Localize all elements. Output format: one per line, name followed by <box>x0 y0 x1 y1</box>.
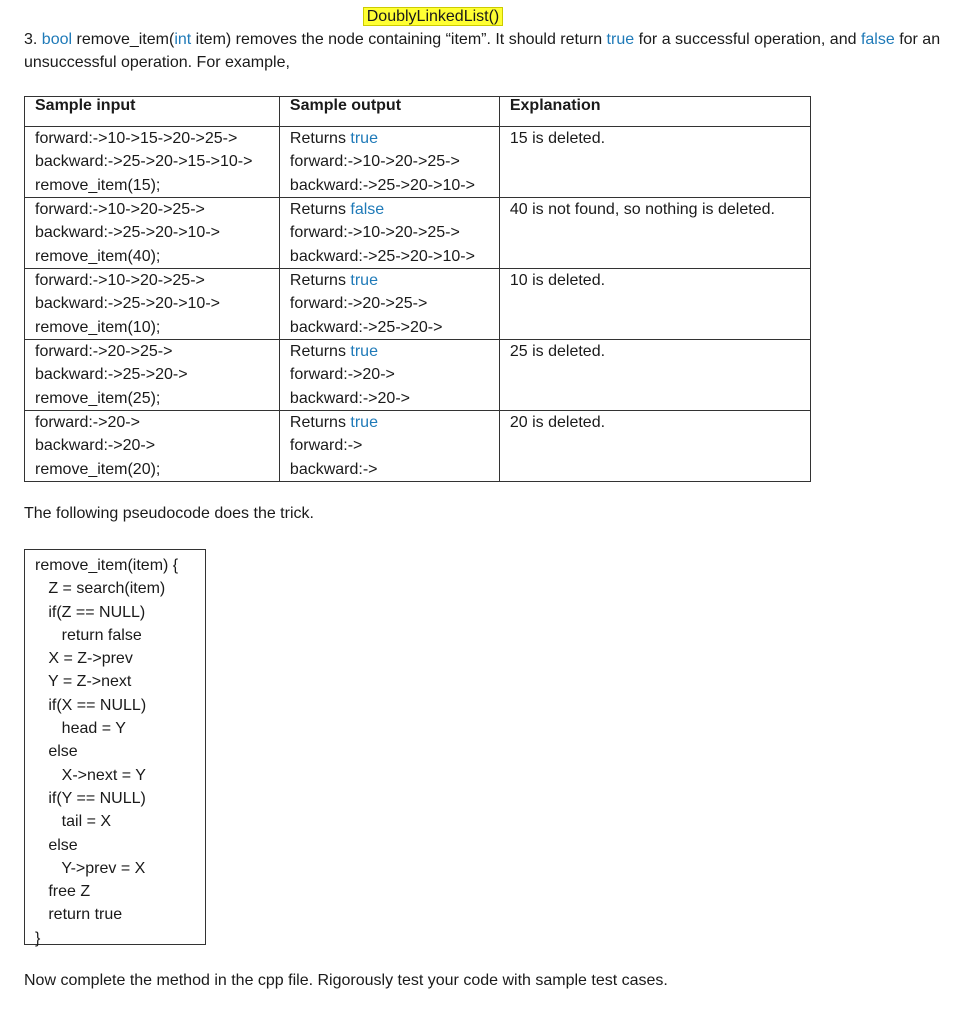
function-name: remove_item( <box>76 31 175 48</box>
intro-text-2: for a successful operation, and <box>638 31 857 48</box>
output-line: forward:->20-> <box>289 366 395 384</box>
sample-output-cell <box>279 127 499 198</box>
output-line: backward:->25->20->10-> <box>289 176 475 194</box>
output-line: forward:-> <box>289 437 363 455</box>
title-container <box>0 8 866 26</box>
section-title: DoublyLinkedList() <box>363 7 504 26</box>
item-number: 3. <box>24 31 38 48</box>
sample-output-cell <box>279 340 499 411</box>
explanation-cell: 20 is deleted. <box>499 411 810 482</box>
code-line: Y = Z->next <box>35 673 132 691</box>
output-line: backward:-> <box>289 460 378 478</box>
input-line: forward:->10->20->25-> <box>35 201 205 218</box>
input-line: backward:->20-> <box>35 437 156 455</box>
code-line: else <box>35 743 78 761</box>
sample-output-cell <box>279 198 499 269</box>
table-row <box>25 340 811 411</box>
returns-label: Returns <box>289 130 346 147</box>
explanation-cell: 10 is deleted. <box>499 269 810 340</box>
keyword-bool: bool <box>41 31 73 48</box>
returns-line <box>290 340 489 363</box>
closing-instruction: Now complete the method in the cpp file. Rigorously test your code with sample test cases. <box>24 972 668 989</box>
code-line: head = Y <box>35 720 126 738</box>
output-line: backward:->25->20-> <box>289 318 443 336</box>
sample-input-cell <box>25 127 280 198</box>
input-line: backward:->25->20->10-> <box>35 224 220 242</box>
code-line: Y->prev = X <box>35 859 146 877</box>
input-line: remove_item(25); <box>35 389 161 407</box>
header-sample-input: Sample input <box>25 97 280 127</box>
code-line: tail = X <box>35 813 112 831</box>
intro-text-1: item) removes the node containing “item”. It should return <box>195 31 603 48</box>
return-value: true <box>350 414 378 431</box>
keyword-int: int <box>174 31 192 48</box>
header-explanation: Explanation <box>499 97 810 127</box>
table-body <box>25 127 811 482</box>
pseudocode-intro: The following pseudocode does the trick. <box>24 505 314 522</box>
returns-label: Returns <box>289 272 346 289</box>
sample-input-cell <box>25 198 280 269</box>
input-line: remove_item(40); <box>35 247 161 265</box>
code-line: return true <box>35 906 123 924</box>
code-line: Z = search(item) <box>35 580 166 598</box>
table-row <box>25 411 811 482</box>
explanation-cell: 40 is not found, so nothing is deleted. <box>499 198 810 269</box>
output-line: forward:->10->20->25-> <box>289 153 460 171</box>
returns-line <box>290 127 489 150</box>
output-line: backward:->20-> <box>289 389 410 407</box>
code-line: free Z <box>35 883 91 901</box>
input-line: forward:->10->15->20->25-> <box>35 130 238 147</box>
keyword-true: true <box>606 31 635 48</box>
returns-line <box>290 411 489 434</box>
sample-input-cell <box>25 269 280 340</box>
explanation-cell: 15 is deleted. <box>499 127 810 198</box>
return-value: true <box>350 130 378 147</box>
output-line: backward:->25->20->10-> <box>289 247 475 265</box>
explanation-cell: 25 is deleted. <box>499 340 810 411</box>
sample-input-cell <box>25 340 280 411</box>
code-line: if(Y == NULL) <box>35 789 146 807</box>
input-line: remove_item(20); <box>35 460 161 478</box>
table-header-row <box>25 97 811 127</box>
returns-label: Returns <box>289 343 346 360</box>
intro-paragraph <box>24 28 969 74</box>
input-line: forward:->10->20->25-> <box>35 272 205 289</box>
returns-label: Returns <box>289 414 346 431</box>
returns-line <box>290 198 489 221</box>
input-line: backward:->25->20-> <box>35 366 188 384</box>
output-line: forward:->20->25-> <box>289 295 428 313</box>
returns-label: Returns <box>289 201 346 218</box>
return-value: true <box>350 343 378 360</box>
input-line: remove_item(10); <box>35 318 161 336</box>
header-sample-output: Sample output <box>279 97 499 127</box>
sample-table <box>24 96 811 482</box>
code-line: return false <box>35 626 142 644</box>
code-line: else <box>35 836 78 854</box>
code-line: if(Z == NULL) <box>35 603 146 621</box>
return-value: false <box>350 201 385 218</box>
table-row <box>25 198 811 269</box>
sample-input-cell <box>25 411 280 482</box>
code-line: remove_item(item) { <box>35 557 179 574</box>
input-line: backward:->25->20->10-> <box>35 295 220 313</box>
pseudocode-box <box>24 549 206 945</box>
table-row <box>25 269 811 340</box>
input-line: forward:->20->25-> <box>35 343 173 360</box>
code-line: X->next = Y <box>35 766 146 784</box>
input-line: remove_item(15); <box>35 176 161 194</box>
returns-line <box>290 269 489 292</box>
keyword-false: false <box>860 31 895 48</box>
intro-text-3: for an unsuccessful operation. For example, <box>24 31 941 71</box>
sample-output-cell <box>279 411 499 482</box>
code-line: X = Z->prev <box>35 650 133 668</box>
input-line: forward:->20-> <box>35 414 140 431</box>
input-line: backward:->25->20->15->10-> <box>35 153 253 171</box>
output-line: forward:->10->20->25-> <box>289 224 460 242</box>
sample-output-cell <box>279 269 499 340</box>
code-line: if(X == NULL) <box>35 696 147 714</box>
table-row <box>25 127 811 198</box>
return-value: true <box>350 272 378 289</box>
code-line: } <box>35 929 41 947</box>
